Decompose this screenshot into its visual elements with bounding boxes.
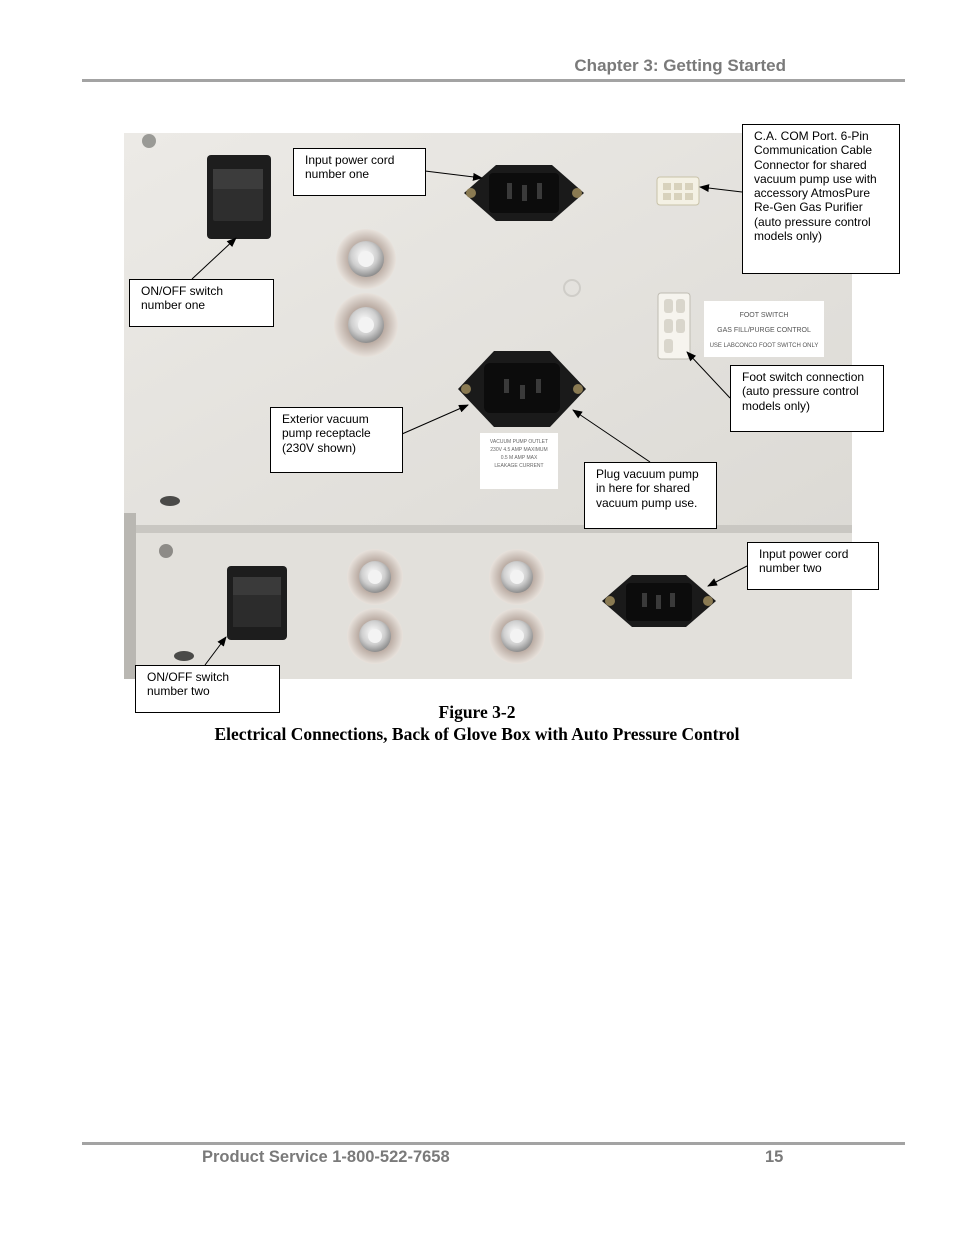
page-number: 15 (765, 1148, 784, 1166)
chapter-header: Chapter 3: Getting Started (574, 56, 786, 75)
arrow-exterior-vacuum (402, 405, 468, 434)
arrow-com-port (700, 187, 742, 192)
callout-input-power-one (293, 148, 426, 196)
callout-text: Plug vacuum pump in here for shared vacuum pump use. (596, 467, 699, 510)
foot-switch-label-line3: USE LABCONCO FOOT SWITCH ONLY (709, 343, 819, 349)
callout-onoff-one (129, 279, 274, 327)
callout-exterior-vacuum (270, 407, 403, 473)
foot-switch-label-line2: GAS FILL/PURGE CONTROL (717, 327, 811, 334)
arrow-input-power-two (708, 566, 747, 586)
arrow-plug-vacuum (573, 410, 650, 462)
vacuum-outlet-line3: 0.5 M AMP MAX (500, 455, 538, 461)
callout-text: Exterior vacuum pump receptacle (230V shown) (282, 412, 371, 455)
footer-rule (82, 1142, 905, 1145)
arrow-input-power-one (425, 171, 482, 178)
arrow-foot-switch (687, 352, 730, 398)
callout-com-port (742, 124, 900, 274)
arrow-onoff-two (205, 637, 226, 665)
figure-caption: Electrical Connections, Back of Glove Box with Auto Pressure Control (214, 724, 740, 744)
vacuum-outlet-line1: VACUUM PUMP OUTLET (489, 439, 549, 445)
vacuum-outlet-line4: LEAKAGE CURRENT (494, 463, 544, 469)
foot-switch-label-line1: FOOT SWITCH (739, 312, 789, 319)
callout-plug-vacuum (584, 462, 717, 529)
vacuum-outlet-line2: 230V 4.5 AMP MAXIMUM (490, 447, 548, 453)
callout-text: Input power cord number two (759, 547, 849, 576)
callout-foot-switch (730, 365, 884, 432)
product-service: Product Service 1-800-522-7658 (202, 1148, 450, 1166)
callout-text: C.A. COM Port. 6-Pin Communication Cable Connector for shared vacuum pump use with accessory AtmosPure Re-Gen Gas Purifier (auto pressure control models only) (754, 129, 877, 244)
callout-text: ON/OFF switch number two (147, 670, 230, 699)
callout-text: ON/OFF switch number one (141, 284, 224, 313)
callout-text: Foot switch connection (auto pressure control models only) (742, 370, 865, 413)
arrow-onoff-one (192, 238, 236, 279)
callout-text: Input power cord number one (305, 153, 395, 182)
callout-input-power-two (747, 542, 879, 590)
figure-number: Figure 3-2 (438, 702, 516, 722)
